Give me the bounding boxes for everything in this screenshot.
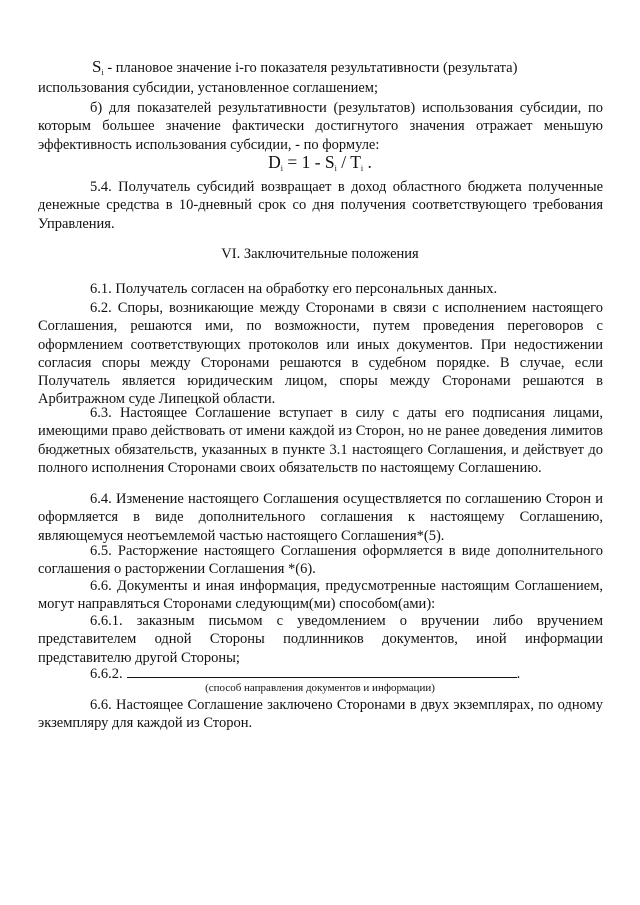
paragraph-6-6-1: 6.6.1. заказным письмом с уведомлением о вручении либо вручением представителем одной Стороны подлинников документов, иной информации представителю другой Стороны; [38, 613, 603, 666]
paragraph-5-4: 5.4. Получатель субсидий возвращает в доход областного бюджета полученные денежные средства в 10-дневный срок со дня получения соответствующего требования Управления. [38, 179, 603, 232]
paragraph-b: б) для показателей результативности (результатов) использования субсидии, по которым большее значение фактически достигнутого значения отражает меньшую эффективность использования субсидии, - по формуле: [38, 100, 603, 153]
paragraph-6-2: 6.2. Споры, возникающие между Сторонами в связи с исполнением настоящего Соглашения, решаются ими, по возможности, путем проведения переговоров с оформлением соответствующих протоколов или иных документов. При недостижении согласия споры между Сторонами решаются в судебном порядке. В случае, если Получатель является юридическим лицом, споры между Сторонами решаются в Арбитражном суде Липецкой области. [38, 300, 603, 408]
paragraph-6-4: 6.4. Изменение настоящего Соглашения осуществляется по соглашению Сторон и оформляется в виде дополнительного соглашения к настоящему Соглашению, являющемуся неотъемлемой частью настоящего Соглашения*(5). [38, 491, 603, 544]
formula: $D_i = 1 - S_i / T_i$ . [268, 152, 372, 173]
paragraph-6-6-2: 6.6.2. . [90, 663, 610, 683]
paragraph-6-6: 6.6. Документы и иная информация, предусмотренные настоящим Соглашением, могут направляться Сторонами следующим(ми) способом(ами): [38, 578, 603, 613]
si-definition-text: - плановое значение i-го показателя результативности (результата) [107, 60, 518, 76]
paragraph-6-5: 6.5. Расторжение настоящего Соглашения оформляется в виде дополнительного соглашения о расторжении Соглашения *(6). [38, 543, 603, 578]
paragraph-6-3: 6.3. Настоящее Соглашение вступает в силу с даты его подписания лицами, имеющими право действовать от имени каждой из Сторон, но не ранее доведения лимитов бюджетных обязательств, указанных в пункте 3.1 настоящего Соглашения, и действует до полного исполнения Сторонами своих обязательств по настоящему Соглашению. [38, 405, 603, 476]
si-definition-continued: использования субсидии, установленное соглашением; [38, 80, 378, 96]
paragraph-6-1: 6.1. Получатель согласен на обработку его персональных данных. [90, 281, 498, 297]
section-title: VI. Заключительные положения [221, 246, 419, 262]
fill-in-caption: (способ направления документов и информации) [205, 682, 435, 694]
si-symbol: $S_i$ [92, 57, 104, 77]
paragraph-6-6-final: 6.6. Настоящее Соглашение заключено Сторонами в двух экземплярах, по одному экземпляру для каждой из Сторон. [38, 697, 603, 732]
fill-in-line [127, 663, 517, 678]
